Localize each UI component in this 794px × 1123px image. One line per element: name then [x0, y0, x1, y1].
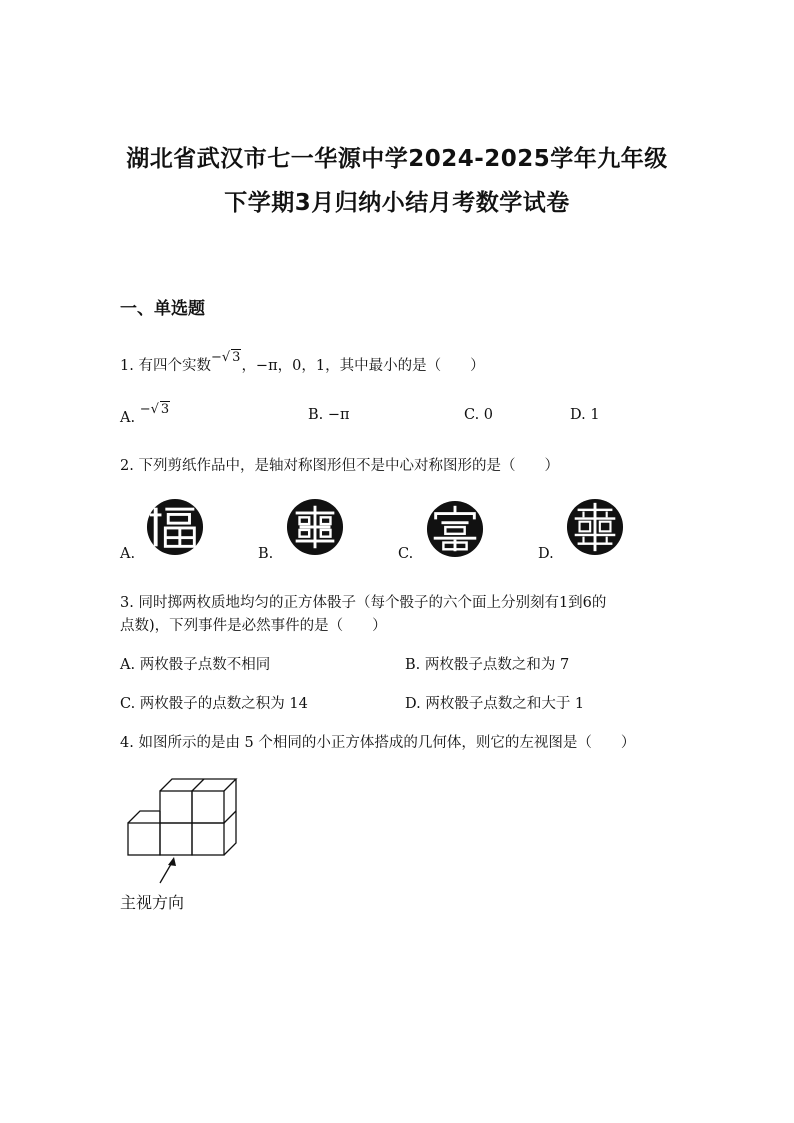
- q1-option-a-radicand: 3: [160, 402, 170, 417]
- papercut-shou-icon: [286, 498, 344, 556]
- q2-option-a-label: A.: [120, 546, 136, 562]
- q1-option-c: C. 0: [464, 407, 494, 423]
- q1-option-a-sqrt: √ 3: [150, 402, 170, 417]
- cube-stack-figure: [124, 770, 244, 885]
- view-direction-caption: 主视方向: [120, 893, 185, 912]
- question-3-line1: 3. 同时掷两枚质地均匀的正方体骰子（每个骰子的六个面上分别刻有1到6的: [120, 595, 607, 611]
- q1-radicand: 3: [232, 350, 241, 365]
- exam-title-line1: 湖北省武汉市七一华源中学2024-2025学年九年级: [126, 146, 668, 172]
- question-2: 2. 下列剪纸作品中，是轴对称图形但不是中心对称图形的是（ ）: [120, 458, 559, 474]
- q3-option-a: A. 两枚骰子点数不相同: [120, 657, 271, 673]
- question-1: [120, 350, 485, 375]
- question-3-line2: 点数)，下列事件是必然事件的是（ ）: [120, 618, 387, 634]
- q1-option-a-label: A.: [120, 410, 136, 426]
- papercut-fu-icon: [146, 498, 204, 556]
- q1-option-b: B. −π: [308, 407, 350, 423]
- q1-neg-sign: −: [210, 350, 222, 365]
- q2-option-b-label: B.: [258, 546, 274, 562]
- q1-stem-end: ，−π，0，1，其中最小的是（ ）: [241, 358, 485, 374]
- q1-option-a-neg: −: [139, 402, 151, 417]
- q2-option-c-label: C.: [398, 546, 414, 562]
- q1-option-d: D. 1: [570, 407, 600, 423]
- q1-stem-start: 1. 有四个实数: [120, 358, 211, 374]
- section-heading: 一、单选题: [120, 299, 205, 319]
- q3-option-b: B. 两枚骰子点数之和为 7: [405, 657, 570, 673]
- question-4: 4. 如图所示的是由 5 个相同的小正方体搭成的几何体，则它的左视图是（ ）: [120, 735, 636, 751]
- papercut-xi-icon: [426, 500, 484, 558]
- q1-option-a: [120, 402, 170, 426]
- q3-option-d: D. 两枚骰子点数之和大于 1: [405, 696, 585, 712]
- q3-option-c: C. 两枚骰子的点数之积为 14: [120, 696, 308, 712]
- q1-sqrt-3: √ 3: [221, 350, 241, 365]
- exam-title-line2: 下学期3月归纳小结月考数学试卷: [224, 190, 570, 216]
- q2-option-d-label: D.: [538, 546, 554, 562]
- papercut-shou-complex-icon: [566, 498, 624, 556]
